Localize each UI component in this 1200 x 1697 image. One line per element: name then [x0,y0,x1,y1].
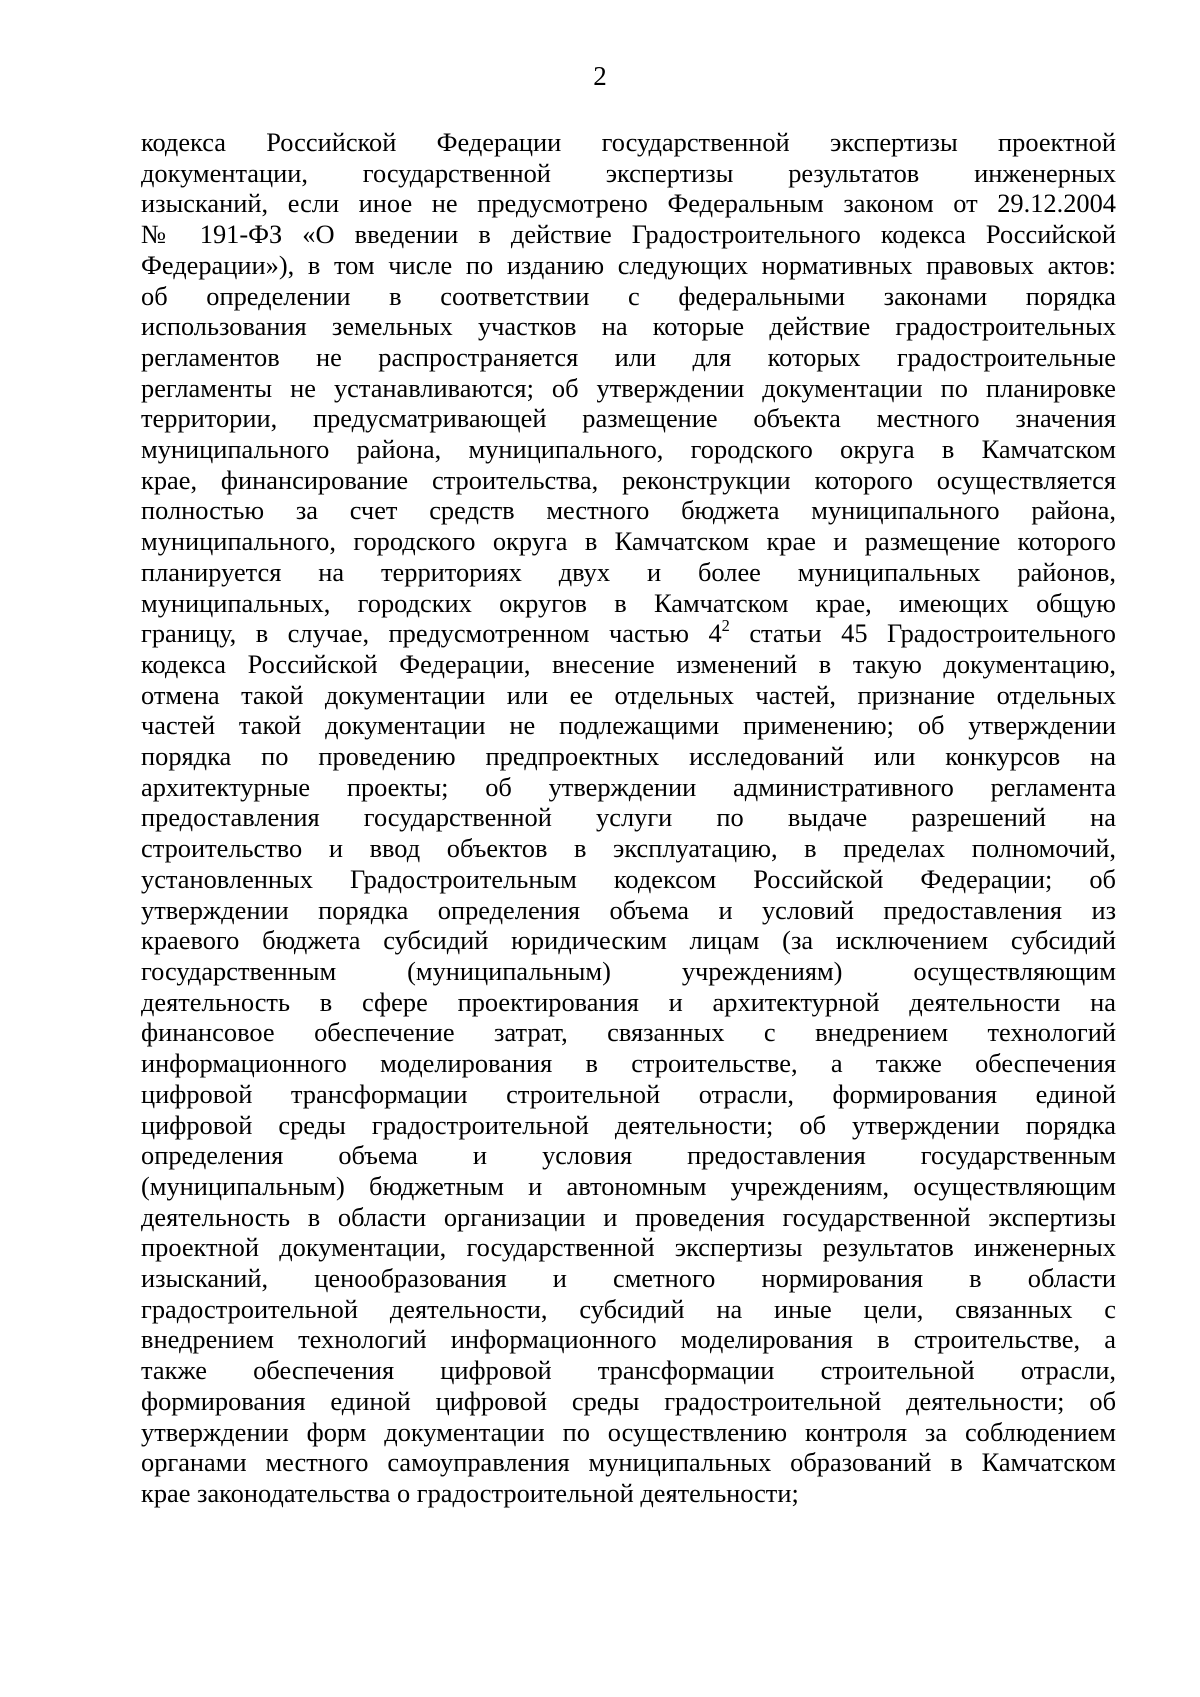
text-fragment: статьи 45 Градостроительного [729,618,1116,649]
page-number: 2 [593,61,607,91]
text-line: порядка по проведению предпроектных исследований или конкурсов на [141,741,1116,772]
text-line: утверждении порядка определения объема и условий предоставления из [141,894,1116,925]
text-line: использования земельных участков на которые действие градостроительных [141,311,1116,342]
text-line: проектной документации, государственной экспертизы результатов инженерных [141,1232,1116,1263]
text-line: определения объема и условия предоставления государственным [141,1140,1116,1171]
text-line: муниципального района, муниципального, городского округа в Камчатском [141,434,1116,465]
text-line: планируется на территориях двух и более муниципальных районов, [141,556,1116,587]
text-line: (муниципальным) бюджетным и автономным учреждениям, осуществляющим [141,1170,1116,1201]
text-line: внедрением технологий информационного моделирования в строительстве, а [141,1324,1116,1355]
text-line: крае, финансирование строительства, реконструкции которого осуществляется [141,464,1116,495]
text-line: органами местного самоуправления муниципальных образований в Камчатском [141,1447,1116,1478]
text-line: установленных Градостроительным кодексом Российской Федерации; об [141,863,1116,894]
text-line: информационного моделирования в строительстве, а также обеспечения [141,1048,1116,1079]
text-line: краевого бюджета субсидий юридическим лицам (за исключением субсидий [141,925,1116,956]
text-line: формирования единой цифровой среды градостроительной деятельности; об [141,1385,1116,1416]
text-line: территории, предусматривающей размещение объекта местного значения [141,403,1116,434]
text-line: крае законодательства о градостроительной деятельности; [141,1477,799,1508]
text-line: деятельность в области организации и проведения государственной экспертизы [141,1201,1116,1232]
text-line: Федерации»), в том числе по изданию следующих нормативных правовых актов: [141,249,1116,280]
text-line: № 191-ФЗ «О введении в действие Градостроительного кодекса Российской [141,219,1116,250]
text-line: строительство и ввод объектов в эксплуатацию, в пределах полномочий, [141,833,1116,864]
text-line: отмена такой документации или ее отдельных частей, признание отдельных [141,679,1116,710]
text-line: муниципальных, городских округов в Камчатском крае, имеющих общую [141,587,1116,618]
text-line: градостроительной деятельности, субсидий на иные цели, связанных с [141,1293,1116,1324]
text-line: предоставления государственной услуги по выдаче разрешений на [141,802,1116,833]
text-line: утверждении форм документации по осуществлению контроля за соблюдением [141,1416,1116,1447]
text-line: регламентов не распространяется или для которых градостроительные [141,341,1116,372]
text-line: изысканий, если иное не предусмотрено Федеральным законом от 29.12.2004 [141,188,1116,219]
text-line: кодекса Российской Федерации государственной экспертизы проектной [141,127,1116,157]
text-line: цифровой трансформации строительной отрасли, формирования единой [141,1078,1116,1109]
text-line: полностью за счет средств местного бюджета муниципального района, [141,495,1116,526]
text-line: частей такой документации не подлежащими применению; об утверждении [141,710,1116,741]
text-line: цифровой среды градостроительной деятельности; об утверждении порядка [141,1109,1116,1140]
text-line: кодекса Российской Федерации, внесение изменений в такую документацию, [141,648,1116,679]
text-fragment: границу, в случае, предусмотренном частью 4 [141,618,722,649]
text-line: регламенты не устанавливаются; об утверждении документации по планировке [141,372,1116,403]
text-line: также обеспечения цифровой трансформации строительной отрасли, [141,1355,1116,1386]
text-line: государственным (муниципальным) учреждениям) осуществляющим [141,955,1116,986]
superscript: 2 [721,616,730,636]
text-line: об определении в соответствии с федеральными законами порядка [141,280,1116,311]
text-line: изысканий, ценообразования и сметного нормирования в области [141,1263,1116,1294]
text-line: финансовое обеспечение затрат, связанных с внедрением технологий [141,1017,1116,1048]
text-line: архитектурные проекты; об утверждении административного регламента [141,771,1116,802]
document-body-text [141,127,1116,1509]
text-line-with-superscript [141,618,1116,649]
text-line: деятельность в сфере проектирования и архитектурной деятельности на [141,986,1116,1017]
text-line: документации, государственной экспертизы результатов инженерных [141,157,1116,188]
text-line: муниципального, городского округа в Камчатском крае и размещение которого [141,526,1116,557]
